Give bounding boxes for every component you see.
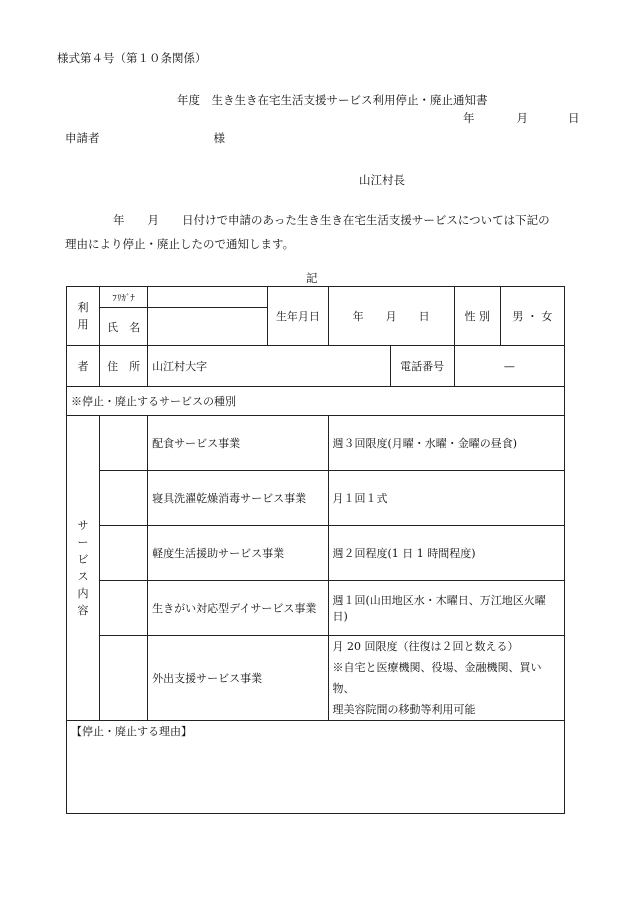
service-detail: 週２回程度(1 日 1 時間程度) bbox=[328, 526, 565, 581]
birthdate-field[interactable]: 年 月 日 bbox=[328, 287, 454, 346]
service-side-char: ビ bbox=[77, 553, 89, 566]
service-name: 生きがい対応型デイサービス事業 bbox=[148, 581, 328, 636]
service-side-char: ス bbox=[77, 570, 89, 583]
service-side-label bbox=[67, 416, 100, 721]
phone-label: 電話番号 bbox=[390, 346, 454, 387]
service-side-char: サ bbox=[77, 519, 89, 532]
sex-field[interactable]: 男 ・ 女 bbox=[500, 287, 564, 346]
notice-date bbox=[463, 110, 580, 126]
service-detail: 週１回(山田地区水・木曜日、万江地区火曜日) bbox=[328, 581, 565, 636]
body-line-2: 理由により停止・廃止したので通知します。 bbox=[65, 237, 295, 251]
service-side-char: 内 bbox=[77, 587, 89, 600]
name-label: 氏 名 bbox=[100, 308, 148, 346]
reason-field[interactable] bbox=[66, 704, 565, 814]
phone-field[interactable]: — bbox=[454, 346, 564, 387]
furigana-field[interactable] bbox=[148, 287, 268, 308]
birthdate-label: 生年月日 bbox=[268, 287, 328, 346]
applicant-honorific: 様 bbox=[213, 131, 225, 145]
notice-table bbox=[66, 286, 565, 741]
service-type-label: ※停止・廃止するサービスの種別 bbox=[67, 387, 565, 416]
service-detail-line: 月 20 回限度（往復は２回と数える） bbox=[332, 640, 519, 653]
service-checkbox-cell[interactable] bbox=[100, 581, 148, 636]
service-detail: 月１回１式 bbox=[328, 471, 565, 526]
service-name: 軽度生活援助サービス事業 bbox=[148, 526, 328, 581]
service-checkbox-cell[interactable] bbox=[100, 416, 148, 471]
mayor-name: 山江村長 bbox=[359, 173, 405, 187]
applicant-label: 申請者 bbox=[65, 131, 100, 145]
body-line-1: 年 月 日付けで申請のあった生き生き在宅生活支援サービスについては下記の bbox=[113, 213, 550, 227]
service-side-char: 容 bbox=[77, 604, 89, 617]
user-side-char: 用 bbox=[77, 318, 89, 331]
document-title: 年度 生き生き在宅生活支援サービス利用停止・廃止通知書 bbox=[177, 93, 488, 107]
service-side-char: ー bbox=[77, 536, 89, 549]
address-field[interactable]: 山江村大字 bbox=[148, 346, 390, 387]
service-name: 配食サービス事業 bbox=[148, 416, 328, 471]
date-month-label: 月 bbox=[516, 111, 528, 125]
reason-label: 【停止・廃止する理由】 bbox=[67, 721, 565, 741]
furigana-label: ﾌﾘｶﾞﾅ bbox=[100, 287, 148, 308]
service-checkbox-cell[interactable] bbox=[100, 471, 148, 526]
user-side-label bbox=[67, 287, 100, 346]
user-side-char: 者 bbox=[77, 359, 89, 373]
sex-label: 性 別 bbox=[454, 287, 500, 346]
user-side-char: 利 bbox=[77, 301, 89, 314]
service-detail-line: ※自宅と医療機関、役場、金融機関、買い物、 bbox=[332, 661, 542, 695]
notice-body bbox=[65, 208, 565, 256]
date-day-label: 日 bbox=[568, 111, 580, 125]
service-checkbox-cell[interactable] bbox=[100, 526, 148, 581]
service-name: 寝具洗濯乾燥消毒サービス事業 bbox=[148, 471, 328, 526]
form-number: 様式第４号（第１０条関係） bbox=[57, 51, 207, 65]
name-field[interactable] bbox=[148, 308, 268, 346]
service-name: 外出支援サービス事業 bbox=[148, 636, 328, 721]
applicant-line bbox=[65, 130, 225, 146]
address-label: 住 所 bbox=[100, 346, 148, 387]
ki-heading: 記 bbox=[306, 271, 318, 285]
date-year-label: 年 bbox=[463, 111, 475, 125]
user-side-label-bottom bbox=[67, 346, 100, 387]
service-detail: 週３回限度(月曜・水曜・金曜の昼食) bbox=[328, 416, 565, 471]
service-detail-line: 理美容院間の移動等利用可能 bbox=[332, 703, 476, 716]
